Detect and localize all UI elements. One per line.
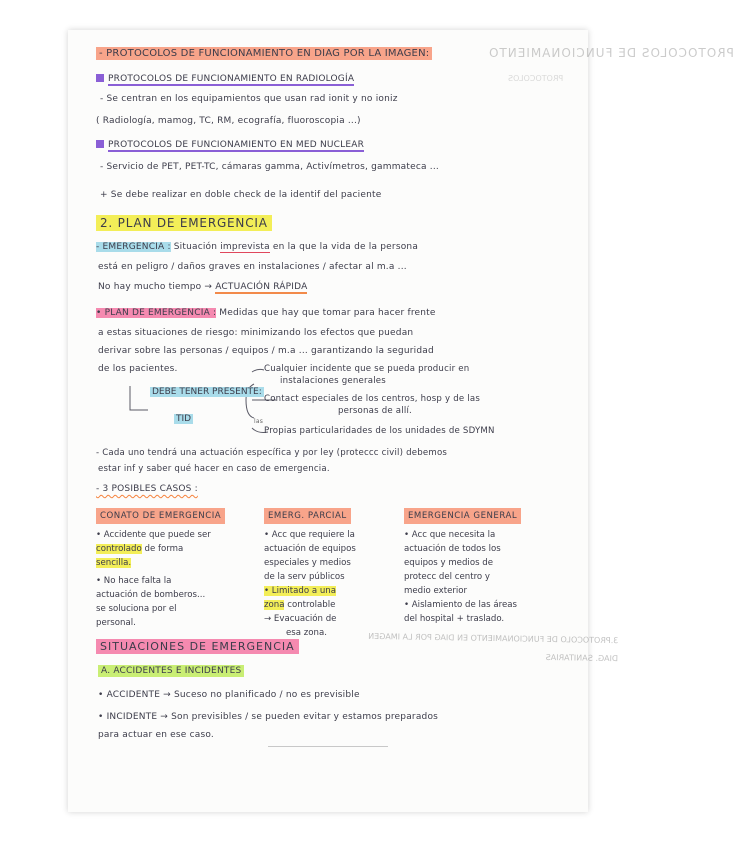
conato-sencilla: sencilla. xyxy=(96,558,132,568)
emergencia-line2: está en peligro / daños graves en instalaciones / afectar al m.a ... xyxy=(98,262,407,272)
section3-title-text: SITUACIONES DE EMERGENCIA xyxy=(96,639,299,654)
plan-label: • PLAN DE EMERGENCIA : xyxy=(96,308,217,318)
parcial-zona: zona xyxy=(264,600,285,610)
parcial-l7: → Evacuación de xyxy=(264,614,337,624)
section1-sub1-title xyxy=(96,74,354,84)
sub1-line2: ( Radiología, mamog, TC, RM, ecografía, fluoroscopia ...) xyxy=(96,116,361,126)
branch1-line2: instalaciones generales xyxy=(280,376,386,386)
general-header: EMERGENCIA GENERAL xyxy=(404,508,521,524)
section1-title-text: - PROTOCOLOS DE FUNCIONAMIENTO EN DIAG POR LA IMAGEN: xyxy=(96,47,432,60)
branch2-line2: personas de allí. xyxy=(338,406,412,416)
parcial-header: EMERG. PARCIAL xyxy=(264,508,351,524)
col-general xyxy=(404,508,584,626)
plan-line2-b: riesgo: minimizando los efectos que puedan xyxy=(205,328,414,338)
plan-line1-text: Medidas que hay que tomar para hacer frente xyxy=(219,308,436,318)
col-conato xyxy=(96,508,256,630)
conato-header: CONATO DE EMERGENCIA xyxy=(96,508,225,524)
faint-rule xyxy=(268,746,388,747)
sub2-title-text: PROTOCOLOS DE FUNCIONAMIENTO EN MED NUCLEAR xyxy=(108,140,365,150)
bleed-bottom-line1: 3.PROTOCOLO DE FUNCIONAMIENTO EN DIAG POR LA IMAGEN xyxy=(368,631,619,646)
plan-line4: de los pacientes. xyxy=(98,364,178,374)
section1-title xyxy=(96,48,432,59)
section3-subtitle xyxy=(98,666,244,676)
tid-text: TID xyxy=(176,414,192,424)
emergencia-line3 xyxy=(98,282,307,292)
branch3-pre: las xyxy=(254,418,264,425)
section3-subtitle-text: A. ACCIDENTES E INCIDENTES xyxy=(98,665,244,677)
branch2-line1: Contact especiales de los centros, hosp y de las xyxy=(264,394,481,404)
debe-tener-block xyxy=(150,386,262,399)
casos-title-text: - 3 POSIBLES CASOS : xyxy=(96,484,198,494)
casos-title xyxy=(96,484,198,494)
section2-title-text: 2. PLAN DE EMERGENCIA xyxy=(96,215,272,231)
emergencia-line3-text: No hay mucho tiempo → xyxy=(98,282,213,292)
cada-line2: estar inf y saber qué hacer en caso de emergencia. xyxy=(98,464,330,474)
general-l2: actuación de todos los xyxy=(404,544,501,554)
parcial-l3: especiales y medios xyxy=(264,558,351,568)
parcial-l2: actuación de equipos xyxy=(264,544,356,554)
bleed-through-title: PROTOCOLOS DE FUNCIONAMIENTO xyxy=(488,46,734,60)
accidente-line: • ACCIDENTE → Suceso no planificado / no es previsible xyxy=(98,690,360,700)
parcial-l6b: controlable xyxy=(284,600,336,610)
general-l7: del hospital + traslado. xyxy=(404,614,505,624)
incidente-line1: • INCIDENTE → Son previsibles / se pueden evitar y estamos preparados xyxy=(98,712,439,722)
plan-line2 xyxy=(98,328,413,338)
cada-line1: - Cada uno tendrá una actuación específica y por ley (proteccc civil) debemos xyxy=(96,448,448,458)
debe-tener-label: DEBE TENER PRESENTE: xyxy=(152,387,262,397)
general-l3: equipos y medios de xyxy=(404,558,494,568)
conato-l1: • Accidente que puede ser xyxy=(96,530,211,540)
parcial-limitado: • Limitado a una xyxy=(264,586,336,596)
branch1-line1: Cualquier incidente que se pueda producir en xyxy=(264,364,470,374)
parcial-l1: • Acc que requiere la xyxy=(264,530,355,540)
parcial-l4: de la serv públicos xyxy=(264,572,345,582)
branch3-line: Propias particularidades de los unidades de SDYMN xyxy=(264,426,495,436)
section3-title xyxy=(96,640,299,653)
general-l1: • Acc que necesita la xyxy=(404,530,496,540)
bleed-through-right: PROTOCOLOS xyxy=(508,74,564,83)
sub2-line1: - Servicio de PET, PET-TC, cámaras gamma, Activímetros, gammateca ... xyxy=(100,162,439,172)
general-l4: protecc del centro y xyxy=(404,572,491,582)
emergencia-line1 xyxy=(96,242,418,252)
sub1-title-text: PROTOCOLOS DE FUNCIONAMIENTO EN RADIOLOGÍA xyxy=(108,74,355,84)
col-parcial xyxy=(264,508,404,640)
conato-controlado: controlado xyxy=(96,544,142,554)
conato-l7: personal. xyxy=(96,618,136,628)
conato-l6: se soluciona por el xyxy=(96,604,177,614)
conato-l2 xyxy=(96,542,256,556)
parcial-l6 xyxy=(264,598,404,612)
plan-line1 xyxy=(96,308,436,318)
general-l6: • Aislamiento de las áreas xyxy=(404,600,518,610)
emergencia-label: - EMERGENCIA : xyxy=(96,242,171,252)
sub2-line2: + Se debe realizar en doble check de la identif del paciente xyxy=(100,190,382,200)
plan-line3: derivar sobre las personas / equipos / m.a ... garantizando la seguridad xyxy=(98,346,434,356)
bleed-bottom-line2: DIAG. SANITARIAS xyxy=(545,652,619,664)
emergencia-text-b: en la que la vida de la persona xyxy=(272,242,419,252)
incidente-line2: para actuar en ese caso. xyxy=(98,730,214,740)
section1-sub2-title xyxy=(96,140,364,150)
bleed-through-bottom xyxy=(368,628,619,668)
general-l5: medio exterior xyxy=(404,586,468,596)
section2-title xyxy=(96,216,272,230)
actuacion-rapida: ACTUACIÓN RÁPIDA xyxy=(215,282,308,292)
square-bullet-icon xyxy=(96,74,104,82)
square-bullet-icon xyxy=(96,140,104,148)
emergencia-text-a: Situación xyxy=(173,242,218,252)
conato-l4: • No hace falta la xyxy=(96,576,172,586)
parcial-l8: esa zona. xyxy=(286,628,327,638)
emergencia-imprevista: imprevista xyxy=(220,242,270,252)
sub1-line1: - Se centran en los equipamientos que usan rad ionit y no ioniz xyxy=(100,94,398,104)
plan-line2-a: a estas situaciones de xyxy=(98,328,203,338)
notebook-page xyxy=(68,30,734,812)
conato-l5: actuación de bomberos... xyxy=(96,590,206,600)
conato-l2b: de forma xyxy=(141,544,184,554)
conato-l3 xyxy=(96,556,256,570)
tid-label xyxy=(174,414,193,424)
parcial-l5 xyxy=(264,584,404,598)
